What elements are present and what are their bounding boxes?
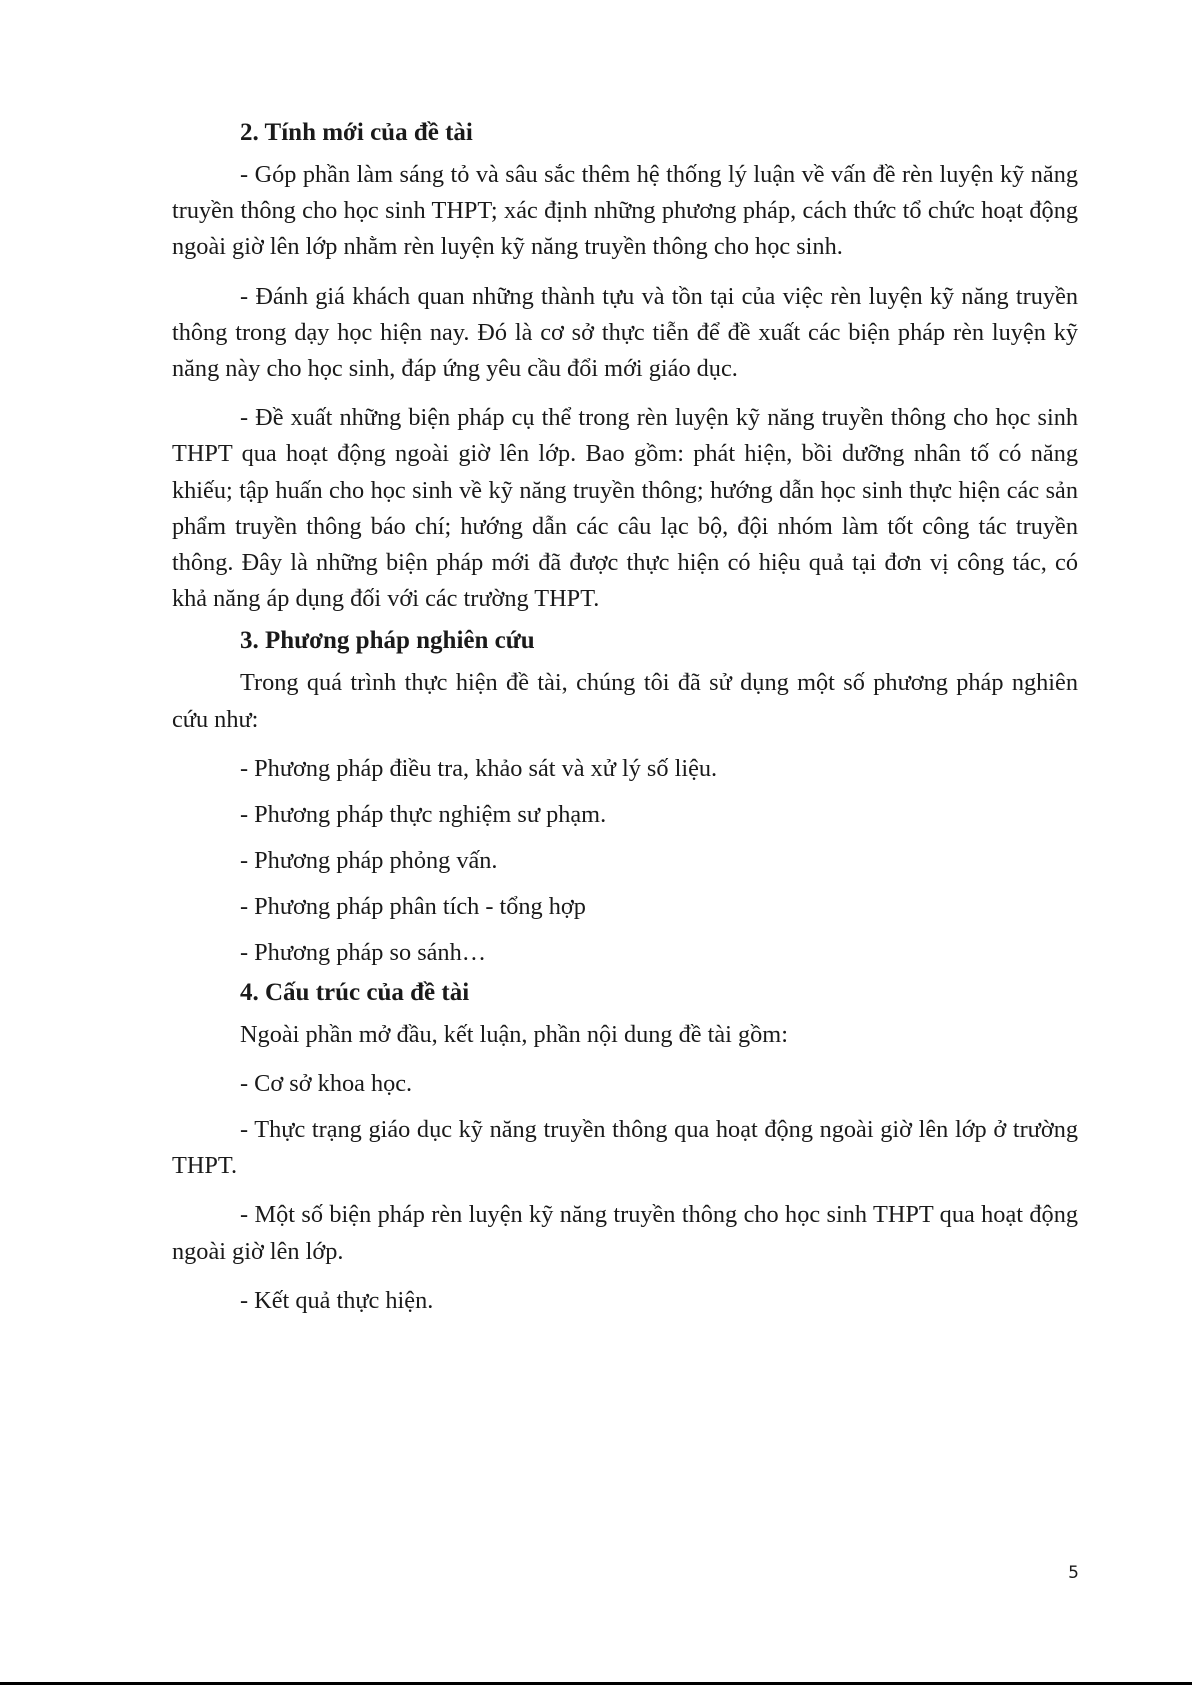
paragraph: - Thực trạng giáo dục kỹ năng truyền thông qua hoạt động ngoài giờ lên lớp ở trường THPT. [172, 1116, 1078, 1180]
paragraph: - Một số biện pháp rèn luyện kỹ năng truyền thông cho học sinh THPT qua hoạt động ngoài giờ lên lớp. [172, 1201, 1078, 1265]
list-item: - Phương pháp phân tích - tổng hợp [240, 892, 586, 920]
section-heading-structure: 4. Cấu trúc của đề tài [240, 978, 470, 1006]
list-item: - Kết quả thực hiện. [240, 1286, 434, 1314]
section-heading-methods: 3. Phương pháp nghiên cứu [240, 627, 535, 655]
section-heading-novelty: 2. Tính mới của đề tài [240, 119, 473, 146]
paragraph: - Đề xuất những biện pháp cụ thể trong rèn luyện kỹ năng truyền thông cho học sinh THPT qua hoạt động ngoài giờ lên lớp. Bao gồm: phát hiện, bồi dưỡng nhân tố có năng khiếu; tập huấn cho học sinh về kỹ năng truyền thông; hướng dẫn học sinh thực hiện các sản phẩm truyền thông báo chí; hướng dẫn các câu lạc bộ, đội nhóm làm tốt công tác truyền thông. Đây là những biện pháp mới đã được thực hiện có hiệu quả tại đơn vị công tác, có khả năng áp dụng đối với các trường THPT. [172, 404, 1078, 613]
list-item: - Phương pháp phỏng vấn. [240, 846, 498, 874]
paragraph: - Góp phần làm sáng tỏ và sâu sắc thêm hệ thống lý luận về vấn đề rèn luyện kỹ năng truyền thông cho học sinh THPT; xác định những phương pháp, cách thức tổ chức hoạt động ngoài giờ lên lớp nhằm rèn luyện kỹ năng truyền thông cho học sinh. [172, 161, 1078, 261]
paragraph: Ngoài phần mở đầu, kết luận, phần nội dung đề tài gồm: [240, 1020, 788, 1048]
list-item: - Phương pháp so sánh… [240, 938, 487, 966]
paragraph: Trong quá trình thực hiện đề tài, chúng tôi đã sử dụng một số phương pháp nghiên cứu như: [172, 669, 1078, 733]
list-item: - Phương pháp điều tra, khảo sát và xử lý số liệu. [240, 754, 718, 782]
paragraph: - Đánh giá khách quan những thành tựu và tồn tại của việc rèn luyện kỹ năng truyền thông trong dạy học hiện nay. Đó là cơ sở thực tiễn để đề xuất các biện pháp rèn luyện kỹ năng này cho học sinh, đáp ứng yêu cầu đổi mới giáo dục. [172, 282, 1078, 383]
page-number: 5 [1068, 1563, 1079, 1583]
list-item: - Cơ sở khoa học. [240, 1070, 413, 1098]
list-item: - Phương pháp thực nghiệm sư phạm. [240, 800, 607, 828]
